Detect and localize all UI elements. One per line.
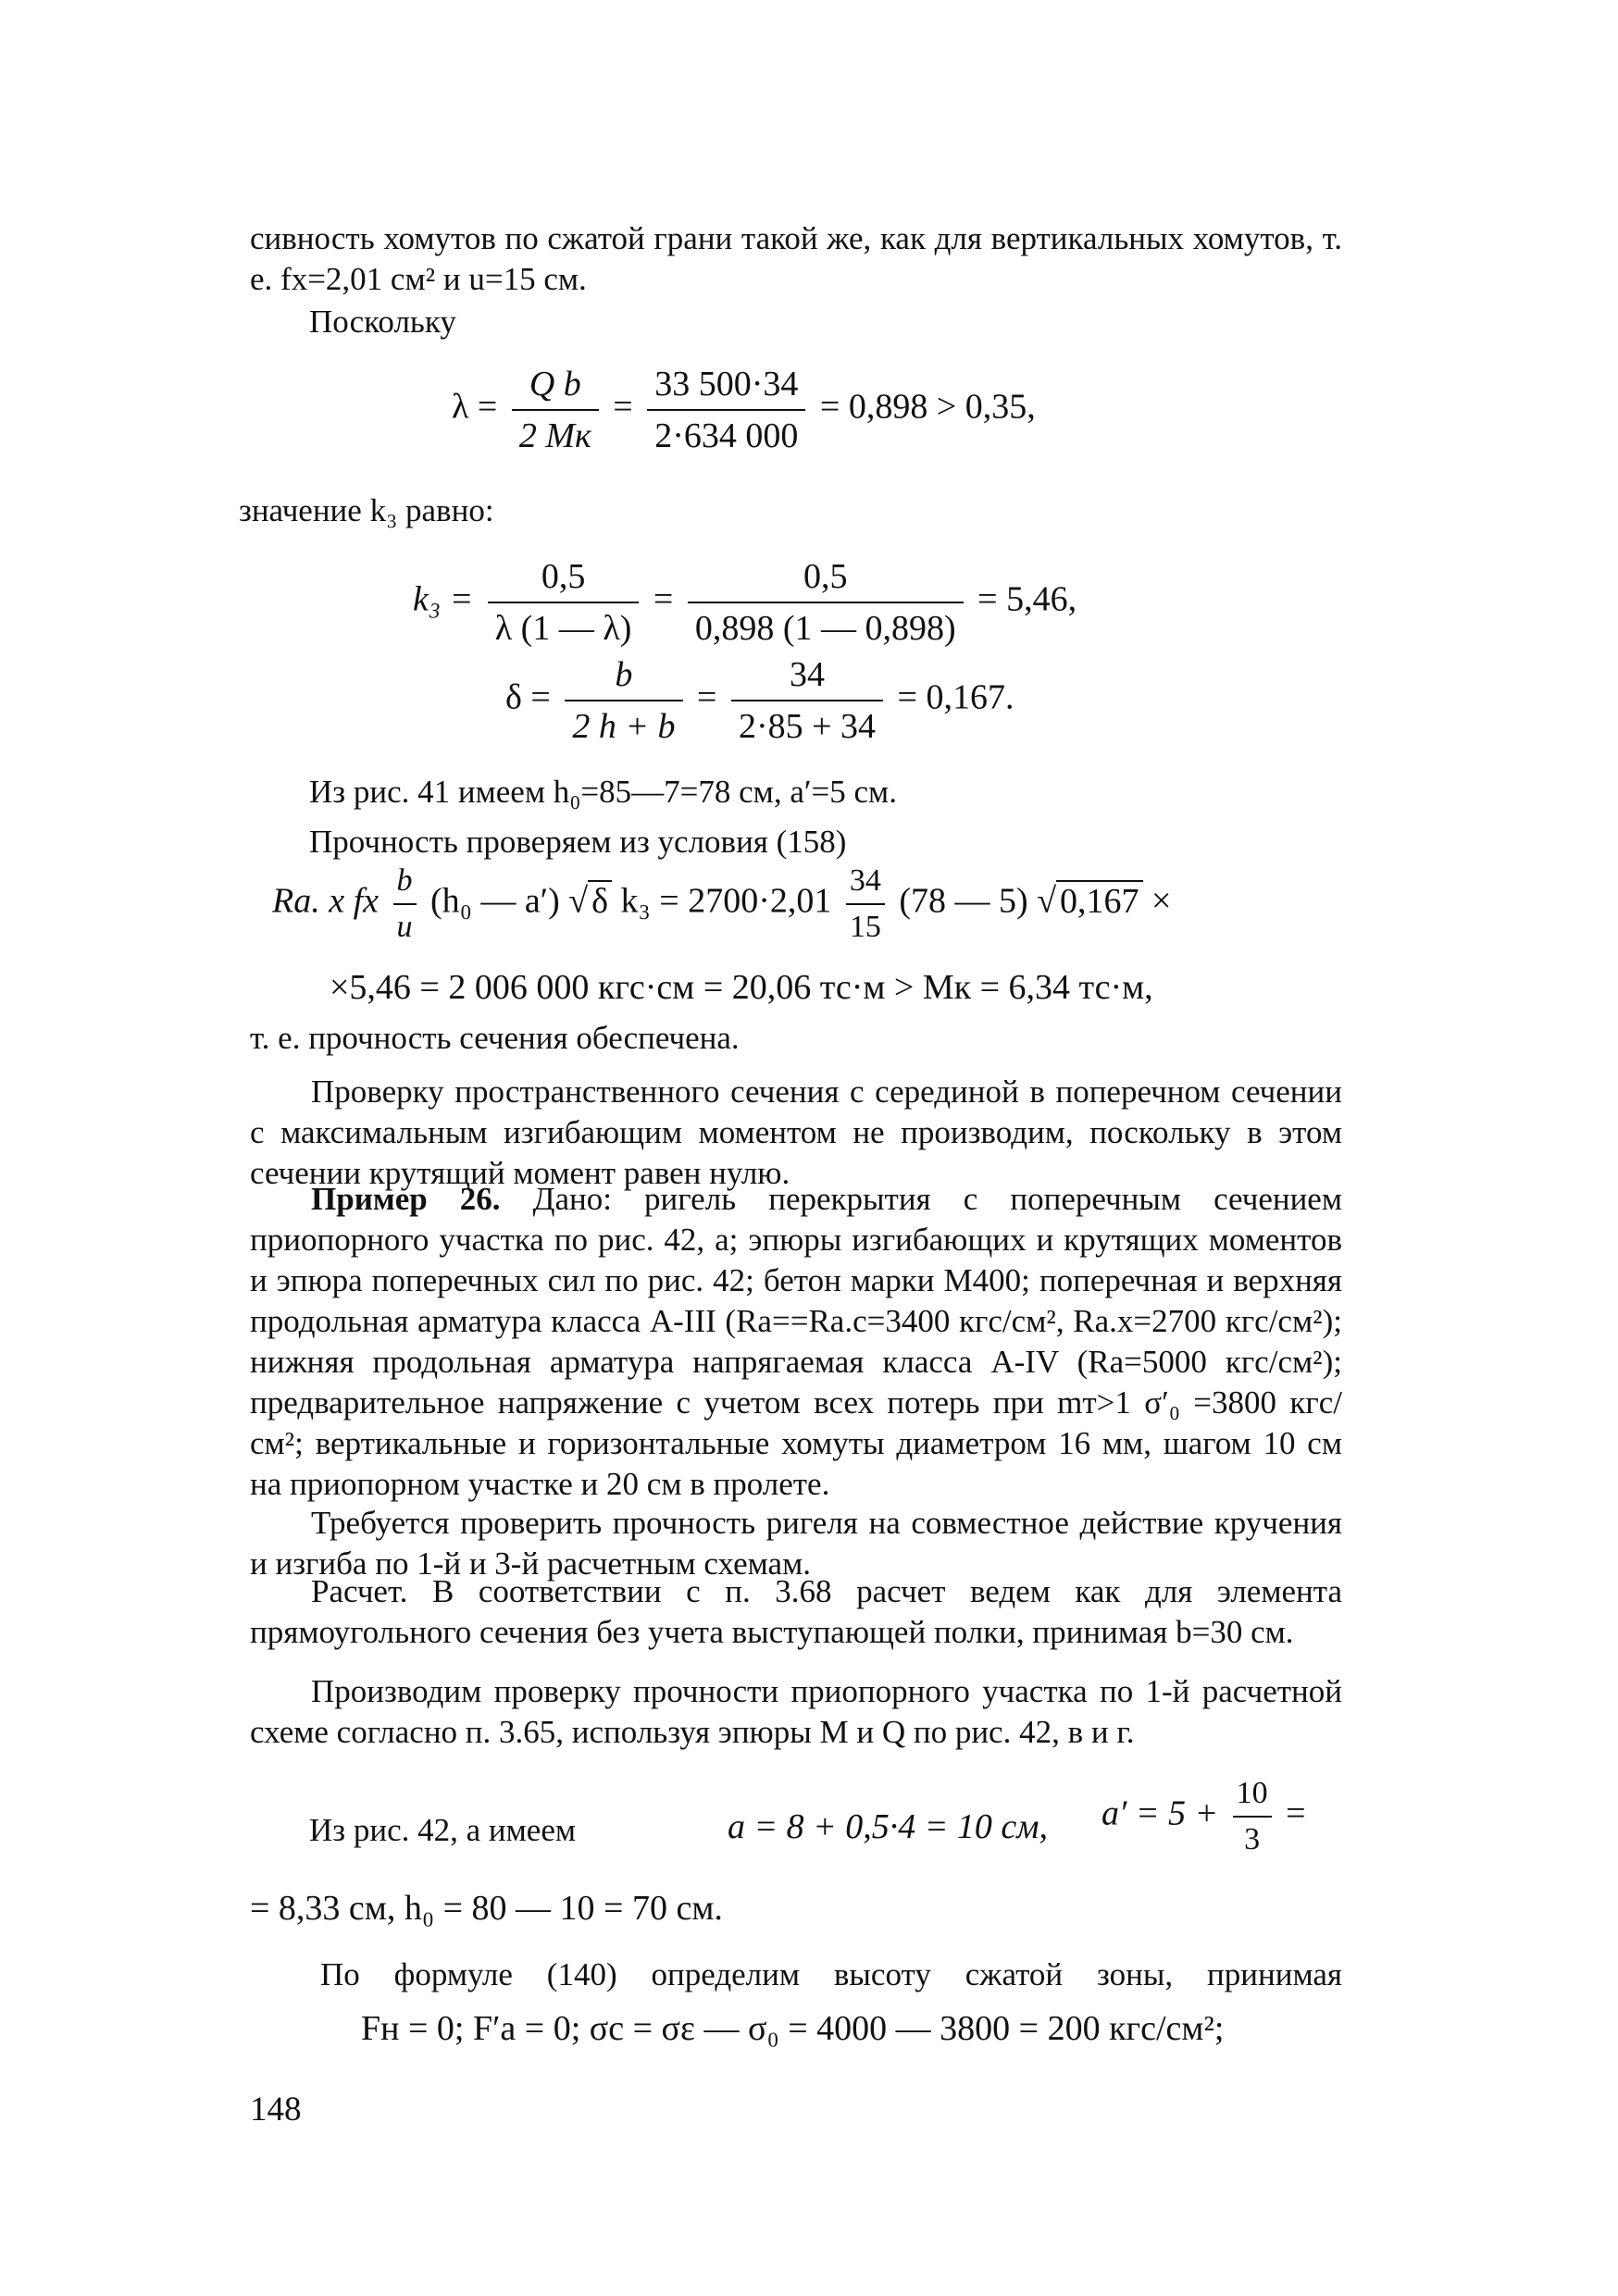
eq-check-den-u: u <box>396 910 413 944</box>
eq-delta-rhs: = 0,167. <box>897 677 1014 717</box>
paragraph-calculation: Расчет. В соответствии с п. 3.68 расчет ведем как для элемента прямоугольного сечения без учета выступающей полки, принимая b=30 см. <box>250 1573 1342 1650</box>
eq-check-part-e: (78 — 5) <box>899 881 1028 921</box>
equation-h0 <box>250 1888 723 1929</box>
eq-check-num-b: b <box>393 863 417 905</box>
eq-a-prime-frac <box>1233 1775 1272 1858</box>
eq-check-den-15: 15 <box>849 910 881 944</box>
paragraph-poskolku: Поскольку <box>309 304 456 340</box>
paragraph-check-support: Производим проверку прочности приопорного участка по 1-й расчетной схеме согласно п. 3.65, используя эпюры M и Q по рис. 42, в и г. <box>250 1673 1342 1750</box>
equation-a-prime <box>1101 1775 1306 1858</box>
eq-check-sqrt-delta: δ <box>588 880 612 921</box>
eq-k3-num2: 0,5 <box>688 555 964 603</box>
paragraph-k3-intro: значение k₃ равно: <box>239 492 494 528</box>
eq-a: a = 8 + 0,5·4 = 10 см, <box>728 1807 1049 1846</box>
eq-delta-frac1 <box>565 653 682 748</box>
eq-k3-den1: λ (1 — λ) <box>494 609 632 648</box>
eq-check-frac-bu <box>393 863 417 946</box>
eq-k3-rhs: = 5,46, <box>977 579 1077 619</box>
eq-check-part-a: Rа. х fх <box>272 881 380 921</box>
paragraph-strength-check: Прочность проверяем из условия (158) <box>309 824 847 860</box>
page-number: 148 <box>250 2091 302 2128</box>
eq-delta-num2: 34 <box>731 653 883 701</box>
paragraph-task: Требуется проверить прочность ригеля на совместное действие кручения и изгиба по 1-й и 3-й расчетным схемам. <box>250 1505 1342 1582</box>
equation-check-line1: Rа. х fх $\frac{b}{u}$ (h₀ — a′) √ δ k₃ = 2700·2,01 $\frac{34}{15}$ (78 — 5) √ 0,167 × <box>272 863 1172 944</box>
equation-k3: k₃ = $\frac{0,5}{\lambda (1 — \lambda)}$ = $\frac{0,5}{0,898 (1 — 0,898)}$ = 5,46, <box>413 557 1077 648</box>
eq-k3-den2: 0,898 (1 — 0,898) <box>694 609 956 648</box>
eq-k3-num1: 0,5 <box>488 555 640 603</box>
eq-check-times: × <box>1151 881 1172 921</box>
equation-lambda: λ = $\frac{\text{Q b}}{2 Mк}$ = $\frac{33 500\cdot 34}{2\cdot 634 000}$ = 0,898 > 0,35, <box>452 365 1036 455</box>
equation-check-line2 <box>330 967 1153 1008</box>
eq-check-frac-34-15 <box>846 863 885 946</box>
eq-lambda-den2: 2·634 000 <box>654 416 799 455</box>
eq-lambda-den1: 2 Mк <box>518 416 591 455</box>
example-26-body: Дано: ригель перекрытия с поперечным сечением приопорного участка по рис. 42, а; эпюры изгибающих и крутящих моментов и эпюра поперечных сил по рис. 42; бетон марки М400; поперечная и верхняя продольная арматура класса A-III (Rа==Rа.с=3400 кгс/см², Rа.х=2700 кгс/см²); нижняя продольная арматура напрягаемая класса A-IV (Rа=5000 кгс/см²); предварительное напряжение с учетом всех потерь при mт>1 σ′₀ =3800 кгс/см²; вертикальные и горизонтальные хомуты диаметром 16 мм, шагом 10 см на приопорном участке и 20 см в пролете. <box>250 1181 1342 1502</box>
paragraph-intro: сивность хомутов по сжатой грани такой же, как для вертикальных хомутов, т. е. fх=2,01 см² и u=15 см. <box>250 220 1342 297</box>
eq-check-num-34: 34 <box>846 863 885 905</box>
eq-check-sqrt-0167: 0,167 <box>1056 880 1143 921</box>
eq-a-prime-den: 3 <box>1244 1822 1261 1856</box>
eq-delta-frac2 <box>731 653 883 748</box>
eq-k3-lhs: k₃ = <box>413 579 474 619</box>
eq-lambda-lhs: λ = <box>452 387 498 427</box>
eq-delta-den2: 2·85 + 34 <box>738 707 877 746</box>
paragraph-fig41: Из рис. 41 имеем h₀=85—7=78 см, a′=5 см. <box>309 774 897 810</box>
paragraph-example-26 <box>250 1179 1342 1505</box>
eq-check-part-c: k₃ = 2700·2,01 <box>620 881 832 921</box>
paragraph-spatial-section: Проверку пространственного сечения с серединой в поперечном сечении с максимальным изгибающим моментом не производим, поскольку в этом сечении крутящий момент равен нулю. <box>250 1074 1342 1191</box>
eq-delta-den1: 2 h + b <box>572 707 676 746</box>
eq-k3-frac2 <box>688 555 964 650</box>
eq-a-prime-rhs: = <box>1286 1793 1306 1833</box>
paragraph-formula-140: По формуле (140) определим высоту сжатой зоны, принимая <box>320 1956 1342 1992</box>
eq-h0: = 8,33 см, h₀ = 80 — 10 = 70 см. <box>250 1889 723 1928</box>
eq-check-part-b: (h₀ — a′) <box>430 881 560 921</box>
eq-last: Fн = 0; F′а = 0; σс = σε — σ₀ = 4000 — 3800 = 200 кгс/см²; <box>361 2009 1225 2048</box>
equation-delta: δ = $\frac{b}{2 h + b}$ = $\frac{34}{2\cdot 85 + 34}$ = 0,167. <box>505 655 1014 746</box>
eq-lambda-num1: Q b <box>512 363 599 411</box>
equation-a <box>728 1806 1048 1847</box>
paragraph-fig42: Из рис. 42, а имеем <box>309 1812 576 1848</box>
eq-a-prime-lhs: a′ = 5 + <box>1101 1793 1219 1833</box>
equation-last <box>361 2008 1224 2049</box>
eq-lambda-rhs: = 0,898 > 0,35, <box>819 387 1036 427</box>
eq-lambda-frac1 <box>512 363 599 457</box>
eq-delta-num1: b <box>565 653 682 701</box>
eq-lambda-num2: 33 500·34 <box>647 363 805 411</box>
eq-a-prime-num: 10 <box>1233 1775 1272 1818</box>
example-26-title: Пример 26. <box>311 1181 501 1217</box>
paragraph-strength-ok: т. е. прочность сечения обеспечена. <box>250 1020 740 1056</box>
eq-k3-frac1 <box>488 555 640 650</box>
eq-check2: ×5,46 = 2 006 000 кгс·см = 20,06 тс·м > Mк = 6,34 тс·м, <box>330 968 1153 1007</box>
eq-lambda-frac2 <box>647 363 805 457</box>
eq-delta-lhs: δ = <box>505 677 551 717</box>
